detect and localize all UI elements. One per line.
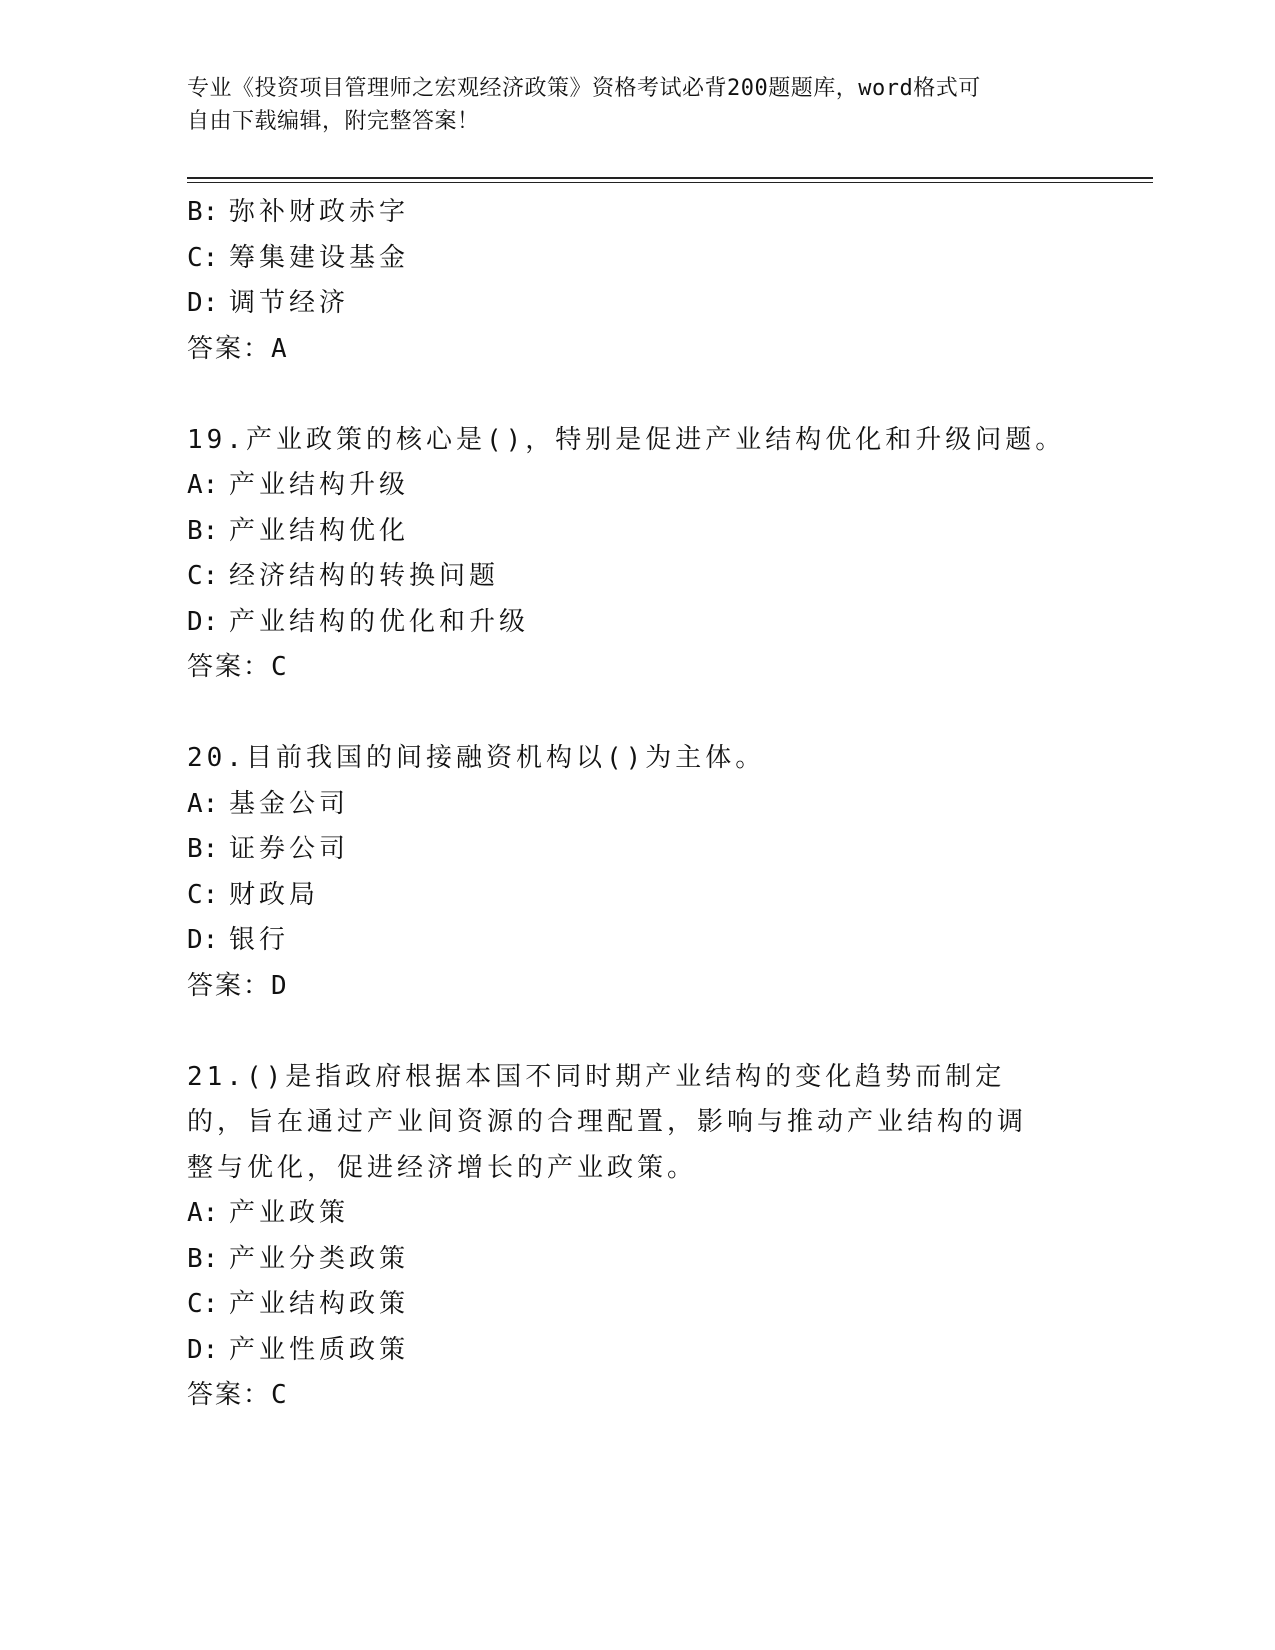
- question-19: [187, 418, 1087, 691]
- answer: 答案：A: [187, 333, 289, 364]
- question-stem: 19.产业政策的核心是()，特别是促进产业结构优化和升级问题。: [187, 424, 1066, 455]
- answer: 答案：C: [187, 652, 289, 682]
- header-line-2: 自由下载编辑，附完整答案！: [187, 109, 480, 134]
- question-list: [187, 190, 1087, 1419]
- answer: 答案：D: [187, 970, 289, 1001]
- header-line-1: 专业《投资项目管理师之宏观经济政策》资格考试必背200题题库，word格式可: [187, 76, 981, 101]
- header-rule-thin: [187, 182, 1153, 183]
- option-d: D: 银行: [187, 925, 290, 955]
- question-stem: 21.()是指政府根据本国不同时期产业结构的变化趋势而制定的，旨在通过产业间资源的合理配置，影响与推动产业结构的调整与优化，促进经济增长的产业政策。: [187, 1061, 1028, 1183]
- option-a: A: 产业政策: [187, 1198, 350, 1228]
- option-d: D: 产业结构的优化和升级: [187, 606, 530, 637]
- option-c: C: 经济结构的转换问题: [187, 561, 500, 591]
- carryover-block: [187, 190, 1087, 372]
- answer: 答案：C: [187, 1380, 289, 1410]
- option-a: A: 产业结构升级: [187, 470, 410, 500]
- option-d: D: 调节经济: [187, 288, 350, 318]
- option-b: B: 证券公司: [187, 834, 350, 864]
- question-21: [187, 1055, 1087, 1419]
- option-b: B: 弥补财政赤字: [187, 197, 410, 227]
- option-b: B: 产业分类政策: [187, 1243, 410, 1274]
- option-d: D: 产业性质政策: [187, 1334, 410, 1365]
- document-header: [187, 72, 1067, 138]
- option-a: A: 基金公司: [187, 788, 350, 819]
- question-stem: 20.目前我国的间接融资机构以()为主体。: [187, 743, 766, 773]
- option-c: C: 产业结构政策: [187, 1289, 410, 1319]
- option-c: C: 筹集建设基金: [187, 242, 410, 273]
- header-rule-thick: [187, 177, 1153, 179]
- question-20: [187, 736, 1087, 1009]
- option-b: B: 产业结构优化: [187, 515, 410, 546]
- option-c: C: 财政局: [187, 879, 320, 910]
